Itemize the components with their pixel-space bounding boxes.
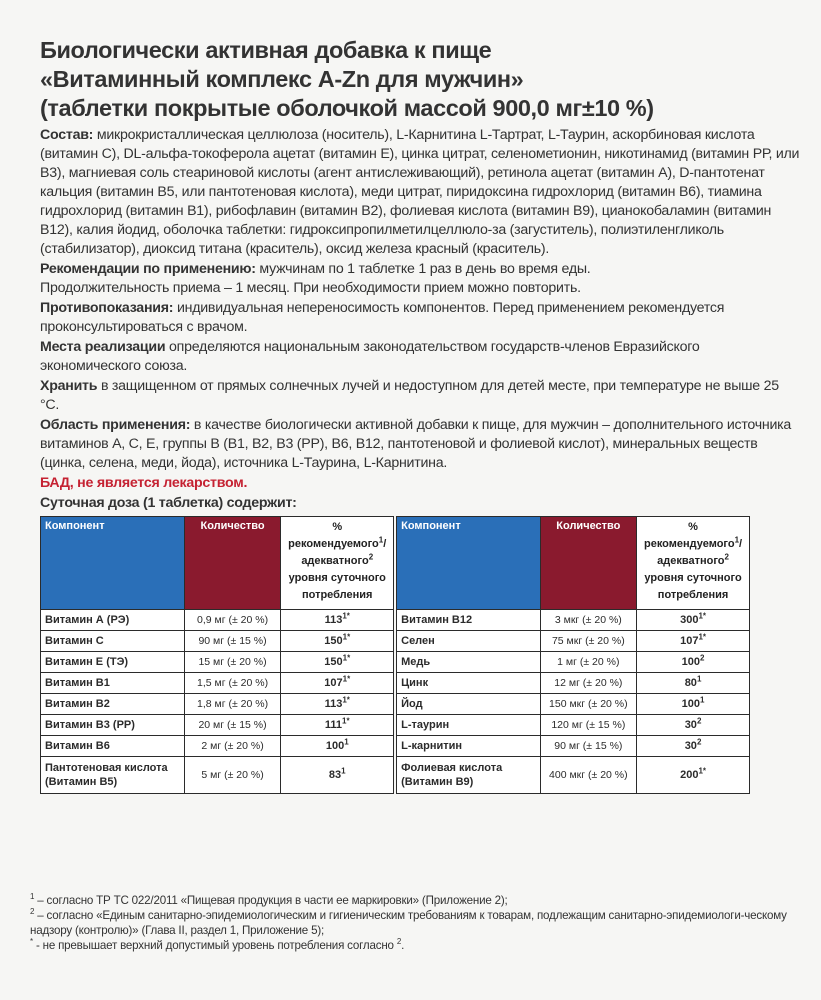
contra-text: индивидуальная непереносимость компонентов. Перед применением рекомендуется проконсультироваться с врачом. [40,300,725,335]
component-pct: $30^2$ [637,715,750,736]
not-a-drug-warning: БАД, не является лекарством. [40,475,248,491]
component-pct: $107^{1*}$ [281,673,394,694]
table-row [41,694,750,715]
component-quantity: 20 мг (± 15 %) [184,715,281,736]
component-quantity: 3 мкг (± 20 %) [540,610,637,631]
component-name: Витамин Е (ТЭ) [41,652,185,673]
component-name: Витамин В12 [397,610,540,631]
component-quantity: 0,9 мг (± 20 %) [184,610,281,631]
header-quantity-right: Количество [540,517,637,610]
component-quantity: 90 мг (± 15 %) [540,736,637,757]
component-name: Витамин А (РЭ) [41,610,185,631]
component-pct: $107^{1*}$ [637,631,750,652]
area-paragraph [40,416,800,473]
component-quantity: 400 мкг (± 20 %) [540,757,637,794]
places-paragraph [40,338,800,376]
header-pct-right [637,517,750,610]
component-pct: $30^2$ [637,736,750,757]
storage-label: Хранить [40,378,98,394]
component-quantity: 1,8 мг (± 20 %) [184,694,281,715]
component-pct: $100^1$ [281,736,394,757]
storage-paragraph [40,377,800,415]
component-name: Витамин В1 [41,673,185,694]
header-pct-c: уровня суточного потребления [288,572,386,601]
component-name: Пантотеновая кислота (Витамин В5) [41,757,185,794]
component-pct: $100^1$ [637,694,750,715]
component-name: Цинк [397,673,540,694]
contra-paragraph [40,299,800,337]
footnote-2-mark: 2 [30,907,35,917]
daily-dose-label: Суточная доза (1 таблетка) содержит: [40,495,297,511]
header-component-left: Компонент [41,517,185,610]
header-sup-2: 2 [724,552,729,562]
footnote-2: $^2$ – согласно «Единым санитарно-эпидемиологическим и гигиеническим требованиям к товарам, подлежащим санитарно-эпидемиологи-ческому надзору (контролю)» (Глава II, раздел 1, Приложение 5); [30,907,787,937]
component-pct: $111^{1*}$ [281,715,394,736]
storage-text: в защищенном от прямых солнечных лучей и недоступном для детей месте, при температуре не выше 25 °С. [40,378,779,413]
component-quantity: 90 мг (± 15 %) [184,631,281,652]
component-name: Витамин В2 [41,694,185,715]
title-line-3: (таблетки покрытые оболочкой массой 900,0 мг±10 %) [40,95,654,121]
component-pct: $150^{1*}$ [281,652,394,673]
header-component-right: Компонент [397,517,540,610]
title-line-2: «Витаминный комплекс A-Zn для мужчин» [40,66,524,92]
table-row [41,652,750,673]
table-row [41,673,750,694]
usage-paragraph [40,260,800,298]
component-name: L-карнитин [397,736,540,757]
component-pct: $113^{1*}$ [281,610,394,631]
page-title [40,36,800,123]
component-quantity: 75 мкг (± 20 %) [540,631,637,652]
footnotes [30,893,790,953]
component-pct: $100^2$ [637,652,750,673]
table-row [41,631,750,652]
table-header-row [41,517,750,610]
component-pct: $83^1$ [281,757,394,794]
component-quantity: 150 мкг (± 20 %) [540,694,637,715]
component-quantity: 1 мг (± 20 %) [540,652,637,673]
header-sup-1: 1 [378,535,384,545]
header-pct-c: уровня суточного потребления [644,572,742,601]
component-name: Витамин С [41,631,185,652]
component-quantity: 1,5 мг (± 20 %) [184,673,281,694]
header-sup-2: 2 [368,552,374,562]
footnote-1-mark: 1 [30,892,35,902]
component-quantity: 120 мг (± 15 %) [540,715,637,736]
footnote-1: $^1$ – согласно ТР ТС 022/2011 «Пищевая продукция в части ее маркировки» (Приложение 2); [30,892,508,907]
component-pct: $300^{1*}$ [637,610,750,631]
component-pct: $80^1$ [637,673,750,694]
places-text: определяются национальным законодательством государств-членов Евразийского экономического союза. [40,339,700,374]
component-quantity: 15 мг (± 20 %) [184,652,281,673]
header-pct-a: % рекомендуемого [288,521,379,550]
area-label: Область применения: [40,417,191,433]
table-row [41,715,750,736]
component-pct: $200^{1*}$ [637,757,750,794]
usage-label: Рекомендации по применению: [40,261,256,277]
footnote-3: * - не превышает верхний допустимый уровень потребления согласно $^2$. [30,937,405,952]
component-name: Селен [397,631,540,652]
composition-text: микрокристаллическая целлюлоза (носитель), L-Карнитина L-Тартрат, L-Таурин, аскорбиновая кислота (витамин С), DL-альфа-токоферола ацетат (витамин Е), цинка цитрат, селенометионин, никотинамид (витамин РР, или В3), магниевая соль стеариновой кислоты (агент антислеживающий), ретинола ацетат (витамин А), D-пантотенат кальция (витамин В5, или пантотеновая кислота), меди цитрат, пиридоксина гидрохлорид (витамин В6), тиамина гидрохлорид (витамин В1), рибофлавин (витамин В2), фолиевая кислота (витамин В9), цианокобаламин (витамин В12), калия йодид, оболочка таблетки: гидроксипропилметилцеллюло-за (загуститель), полиэтиленгликоль (стабилизатор), диоксид титана (краситель), оксид железа красный (краситель). [40,127,800,257]
header-pct-left [281,517,394,610]
table-row [41,736,750,757]
component-quantity: 2 мг (± 20 %) [184,736,281,757]
table-row [41,610,750,631]
header-quantity-left: Количество [184,517,281,610]
component-quantity: 5 мг (± 20 %) [184,757,281,794]
component-quantity: 12 мг (± 20 %) [540,673,637,694]
footnote-3-mark: * [30,937,33,947]
composition-label: Состав: [40,127,94,143]
places-label: Места реализации [40,339,166,355]
header-pct-b: адекватного [301,555,369,567]
title-line-1: Биологически активная добавка к пище [40,37,492,63]
usage-text: мужчинам по 1 таблетке 1 раз в день во время еды. [259,261,591,277]
component-pct: $113^{1*}$ [281,694,394,715]
area-text: в качестве биологически активной добавки к пище, для мужчин – дополнительного источника витаминов А, С, Е, группы В (В1, В2, В3 (РР), В6, В12, пантотеновой и фолиевой кислот), минеральных веществ (цинка, селена, меди, йода), источника L-Таурина, L-Карнитина. [40,417,792,471]
component-name: L-таурин [397,715,540,736]
header-pct-a: % рекомендуемого [643,521,735,550]
header-slash: / [383,538,387,550]
header-sup-1: 1 [734,535,740,545]
composition-paragraph [40,126,800,259]
component-name: Йод [397,694,540,715]
contra-label: Противопоказания: [40,300,174,316]
label-page [40,36,800,794]
component-name: Витамин В6 [41,736,185,757]
component-name: Витамин В3 (РР) [41,715,185,736]
table-row [41,757,750,794]
component-pct: $150^{1*}$ [281,631,394,652]
component-name: Медь [397,652,540,673]
usage-duration-text: Продолжительность приема – 1 месяц. При необходимости прием можно повторить. [40,280,581,296]
component-name: Фолиевая кислота (Витамин В9) [397,757,540,794]
description-body [40,126,800,513]
nutrient-table [40,516,750,794]
header-pct-b: адекватного [657,555,725,567]
header-slash: / [739,538,743,550]
